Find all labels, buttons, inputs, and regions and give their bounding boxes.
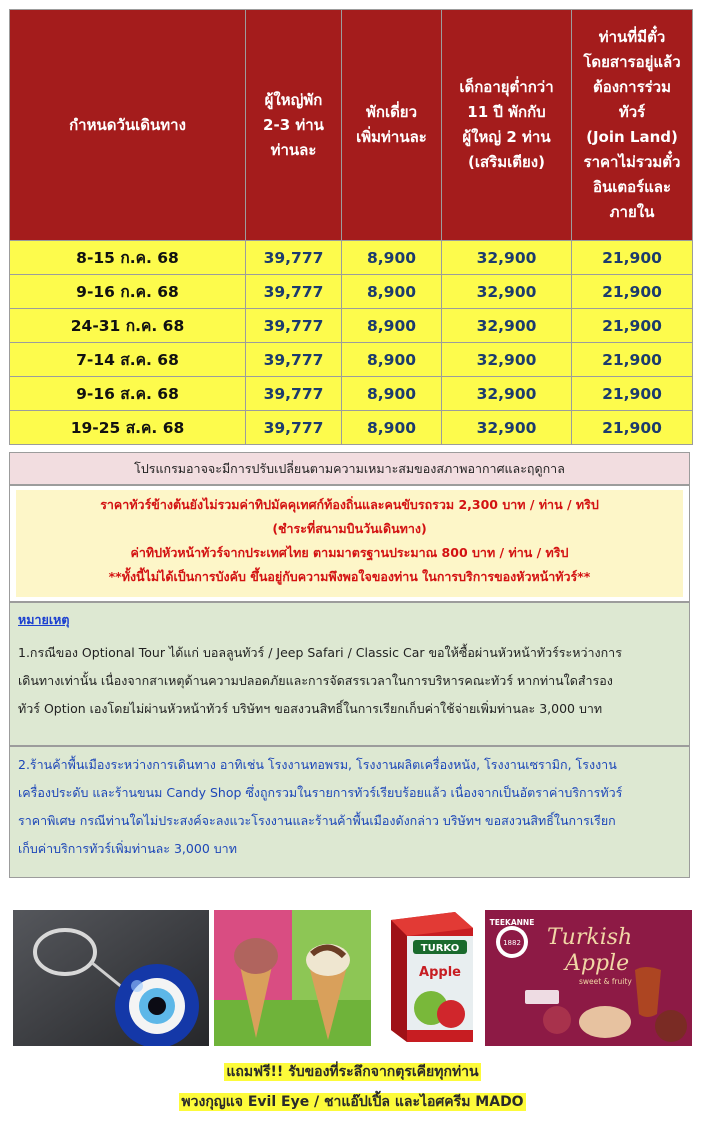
remark-line: 1.กรณีของ Optional Tour ได้แก่ บอลลูนทัวร์ / Jeep Safari / Classic Car ขอให้ซื้อผ่านหัวหน้าทัวร์ระหว่างการ — [18, 645, 622, 660]
table-row — [10, 343, 693, 377]
single-price: 8,900 — [342, 275, 442, 309]
adult-price: 39,777 — [246, 377, 342, 411]
travel-date: 19-25 ส.ค. 68 — [10, 411, 246, 445]
adult-price: 39,777 — [246, 343, 342, 377]
adult-price: 39,777 — [246, 241, 342, 275]
child-price: 32,900 — [442, 411, 572, 445]
teekanne-turkish-apple-image — [485, 910, 692, 1046]
teekanne-title-1: Turkish — [547, 925, 633, 950]
join-land-price: 21,900 — [572, 377, 693, 411]
single-price: 8,900 — [342, 343, 442, 377]
remark-line: เก็บค่าบริการทัวร์เพิ่มท่านละ 3,000 บาท — [18, 841, 237, 856]
single-price: 8,900 — [342, 411, 442, 445]
teekanne-title-2: Apple — [565, 951, 630, 976]
remark-line: เดินทางเท่านั้น เนื่องจากสาเหตุด้านความปลอดภัยและการจัดสรรเวลาในการบริหารคณะทัวร์ หากท่านใดสำรอง — [18, 673, 613, 688]
child-price: 32,900 — [442, 241, 572, 275]
adult-price: 39,777 — [246, 309, 342, 343]
header-join-land: ท่านที่มีตั๋ว โดยสารอยู่แล้ว ต้องการร่วม ทัวร์ (Join Land) ราคาไม่รวมตั๋ว อินเตอร์และ ภายใน — [572, 10, 693, 241]
remark-line: เครื่องประดับ และร้านขนม Candy Shop ซึ่งถูกรวมในรายการทัวร์เรียบร้อยแล้ว เนื่องจากเป็นอัตราค่าบริการทัวร์ — [18, 785, 623, 800]
table-row — [10, 377, 693, 411]
souvenir-images — [0, 910, 705, 1050]
evil-eye-keychain-image — [13, 910, 209, 1046]
teekanne-brand-text: TEEKANNE — [489, 918, 535, 927]
single-price: 8,900 — [342, 377, 442, 411]
remark-section-2 — [9, 746, 690, 878]
join-land-price: 21,900 — [572, 275, 693, 309]
remark-section-1 — [9, 602, 690, 746]
teekanne-sub-text: sweet & fruity — [579, 977, 632, 986]
travel-date: 24-31 ก.ค. 68 — [10, 309, 246, 343]
turko-brand-text: TURKO — [420, 943, 460, 954]
tip-tour-leader: ค่าทิปหัวหน้าทัวร์จากประเทศไทย ตามมาตรฐานประมาณ 800 บาท / ท่าน / ทริป — [130, 545, 569, 560]
header-travel-date: กำหนดวันเดินทาง — [10, 10, 246, 241]
child-price: 32,900 — [442, 343, 572, 377]
header-single-supplement: พักเดี่ยว เพิ่มท่านละ — [342, 10, 442, 241]
remark-title: หมายเหตุ — [18, 612, 70, 627]
adult-price: 39,777 — [246, 275, 342, 309]
teekanne-year-text: 1882 — [503, 939, 521, 947]
table-row — [10, 241, 693, 275]
travel-date: 9-16 ก.ค. 68 — [10, 275, 246, 309]
adult-price: 39,777 — [246, 411, 342, 445]
price-table — [9, 9, 693, 445]
remark-line: ราคาพิเศษ กรณีท่านใดไม่ประสงค์จะลงแวะโรงงานและร้านค้าพื้นเมืองดังกล่าว บริษัทฯ ขอสงวนสิทธิ์ในการเรียก — [18, 813, 616, 828]
join-land-price: 21,900 — [572, 343, 693, 377]
child-price: 32,900 — [442, 309, 572, 343]
remark-line: 2.ร้านค้าพื้นเมืองระหว่างการเดินทาง อาทิเช่น โรงงานทอพรม, โรงงานผลิตเครื่องหนัง, โรงงานเซรามิก, โรงงาน — [18, 757, 617, 772]
promo-line-2: พวงกุญแจ Evil Eye / ชาแอ๊ปเปิ้ล และไอศครีม MADO — [181, 1094, 524, 1110]
tip-note — [9, 485, 690, 602]
table-header-row — [10, 10, 693, 241]
child-price: 32,900 — [442, 275, 572, 309]
join-land-price: 21,900 — [572, 241, 693, 275]
tip-disclaimer: **ทั้งนี้ไม่ได้เป็นการบังคับ ขึ้นอยู่กับความพึงพอใจของท่าน ในการบริการของหัวหน้าทัวร์** — [108, 569, 591, 584]
table-row — [10, 411, 693, 445]
single-price: 8,900 — [342, 241, 442, 275]
child-price: 32,900 — [442, 377, 572, 411]
turko-label-text: Apple — [419, 965, 461, 980]
table-row — [10, 275, 693, 309]
mado-ice-cream-image — [214, 910, 371, 1046]
remark-line: ทัวร์ Option เองโดยไม่ผ่านหัวหน้าทัวร์ บริษัทฯ ขอสงวนสิทธิ์ในการเรียกเก็บค่าใช้จ่ายเพิ่มท่านละ 3,000 บาท — [18, 701, 603, 716]
travel-date: 7-14 ส.ค. 68 — [10, 343, 246, 377]
travel-date: 9-16 ส.ค. 68 — [10, 377, 246, 411]
table-row — [10, 309, 693, 343]
header-child-price: เด็กอายุต่ำกว่า 11 ปี พักกับ ผู้ใหญ่ 2 ท่าน (เสริมเตียง) — [442, 10, 572, 241]
tip-payment-note: (ชำระที่สนามบินวันเดินทาง) — [272, 521, 427, 536]
tip-local-guide: ราคาทัวร์ข้างต้นยังไม่รวมค่าทิปมัคคุเทศก์ท้องถิ่นและคนขับรถรวม 2,300 บาท / ท่าน / ทริป — [100, 497, 599, 512]
join-land-price: 21,900 — [572, 411, 693, 445]
join-land-price: 21,900 — [572, 309, 693, 343]
tip-note-inner — [16, 490, 683, 597]
travel-date: 8-15 ก.ค. 68 — [10, 241, 246, 275]
weather-note: โปรแกรมอาจจะมีการปรับเปลี่ยนตามความเหมาะสมของสภาพอากาศและฤดูกาล — [9, 452, 690, 485]
header-adult-price: ผู้ใหญ่พัก 2-3 ท่าน ท่านละ — [246, 10, 342, 241]
turko-apple-tea-image — [377, 910, 479, 1046]
promo-line-1: แถมฟรี!! รับของที่ระลึกจากตุรเคียทุกท่าน — [226, 1064, 479, 1080]
single-price: 8,900 — [342, 309, 442, 343]
